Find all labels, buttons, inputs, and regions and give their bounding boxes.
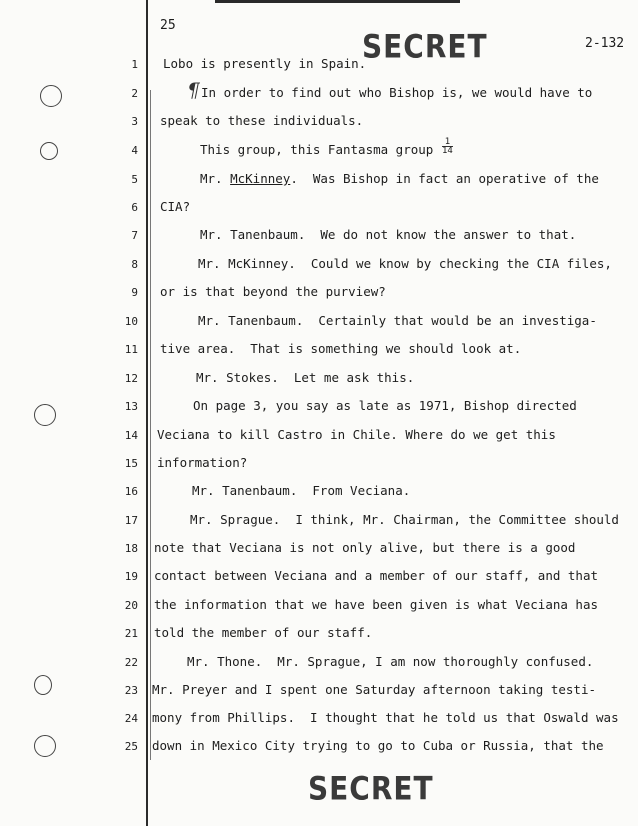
line-remainder: . Was Bishop in fact an operative of the: [290, 171, 599, 186]
line-number: 19: [124, 570, 138, 583]
transcript-line: tive area. That is something we should look at.: [160, 341, 522, 356]
line-number: 12: [124, 372, 138, 385]
transcript-line: This group, this Fantasma group: [200, 142, 434, 157]
transcript-line: Mr. Preyer and I spent one Saturday afternoon taking testi-: [152, 682, 597, 697]
punch-hole: [34, 675, 52, 695]
line-number: 13: [124, 400, 138, 413]
transcript-line: Lobo is presently in Spain.: [163, 56, 367, 71]
line-number: 5: [131, 173, 138, 186]
transcript-line: Mr. Thone. Mr. Sprague, I am now thoroughly confused.: [187, 654, 594, 669]
line-number: 4: [131, 144, 138, 157]
line-number: 23: [124, 684, 138, 697]
page-number: 25: [160, 18, 176, 33]
speaker-prefix: Mr.: [200, 171, 231, 186]
transcript-line: In order to find out who Bishop is, we would have to: [201, 85, 593, 100]
transcript-line: [200, 171, 599, 186]
top-rule: [215, 0, 460, 3]
line-number: 2: [131, 87, 138, 100]
line-number: 25: [124, 740, 138, 753]
line-number: 16: [124, 485, 138, 498]
transcript-line: Mr. Tanenbaum. Certainly that would be an investiga-: [198, 313, 597, 328]
transcript-line: Mr. McKinney. Could we know by checking the CIA files,: [198, 256, 612, 271]
line-number: 7: [131, 229, 138, 242]
transcript-line: told the member of our staff.: [154, 625, 373, 640]
transcript-line: CIA?: [160, 199, 191, 214]
line-number: 20: [124, 599, 138, 612]
transcript-line: On page 3, you say as late as 1971, Bishop directed: [193, 398, 577, 413]
punch-hole: [34, 404, 56, 426]
line-number: 21: [124, 627, 138, 640]
transcript-line: or is that beyond the purview?: [160, 284, 386, 299]
margin-rule-inner: [150, 90, 151, 760]
secret-stamp-top: SECRET: [362, 27, 488, 66]
margin-rule: [146, 0, 148, 826]
transcript-line: contact between Veciana and a member of our staff, and that: [154, 568, 599, 583]
secret-stamp-bottom: SECRET: [308, 769, 434, 808]
line-number: 15: [124, 457, 138, 470]
line-number: 1: [131, 58, 138, 71]
speaker-name-underlined: McKinney: [230, 171, 291, 186]
transcript-line: Mr. Tanenbaum. We do not know the answer to that.: [200, 227, 577, 242]
line-number: 22: [124, 656, 138, 669]
punch-hole: [34, 735, 56, 757]
punch-hole: [40, 142, 58, 160]
document-id: 2-132: [585, 36, 625, 51]
line-number: 14: [124, 429, 138, 442]
fraction-numerator: 1: [444, 137, 451, 147]
line-number: 3: [131, 115, 138, 128]
line-number: 11: [124, 343, 138, 356]
transcript-line: Mr. Sprague. I think, Mr. Chairman, the Committee should: [190, 512, 619, 527]
line-number: 18: [124, 542, 138, 555]
punch-hole: [40, 85, 62, 107]
line-number: 10: [124, 315, 138, 328]
transcript-line: speak to these individuals.: [160, 113, 364, 128]
line-number: 9: [131, 286, 138, 299]
fraction-annotation: [442, 138, 453, 155]
paragraph-mark: ¶: [187, 78, 200, 102]
line-number: 8: [131, 258, 138, 271]
transcript-line: mony from Phillips. I thought that he told us that Oswald was: [152, 710, 619, 725]
transcript-line: information?: [157, 455, 248, 470]
transcript-line: Mr. Tanenbaum. From Veciana.: [192, 483, 411, 498]
transcript-line: the information that we have been given is what Veciana has: [154, 597, 599, 612]
line-number: 24: [124, 712, 138, 725]
transcript-line: note that Veciana is not only alive, but there is a good: [154, 540, 576, 555]
transcript-line: Mr. Stokes. Let me ask this.: [196, 370, 415, 385]
line-number: 6: [131, 201, 138, 214]
transcript-line: down in Mexico City trying to go to Cuba or Russia, that the: [152, 738, 604, 753]
fraction-denominator: 14: [442, 146, 453, 156]
line-number: 17: [124, 514, 138, 527]
transcript-line: Veciana to kill Castro in Chile. Where do we get this: [157, 427, 556, 442]
